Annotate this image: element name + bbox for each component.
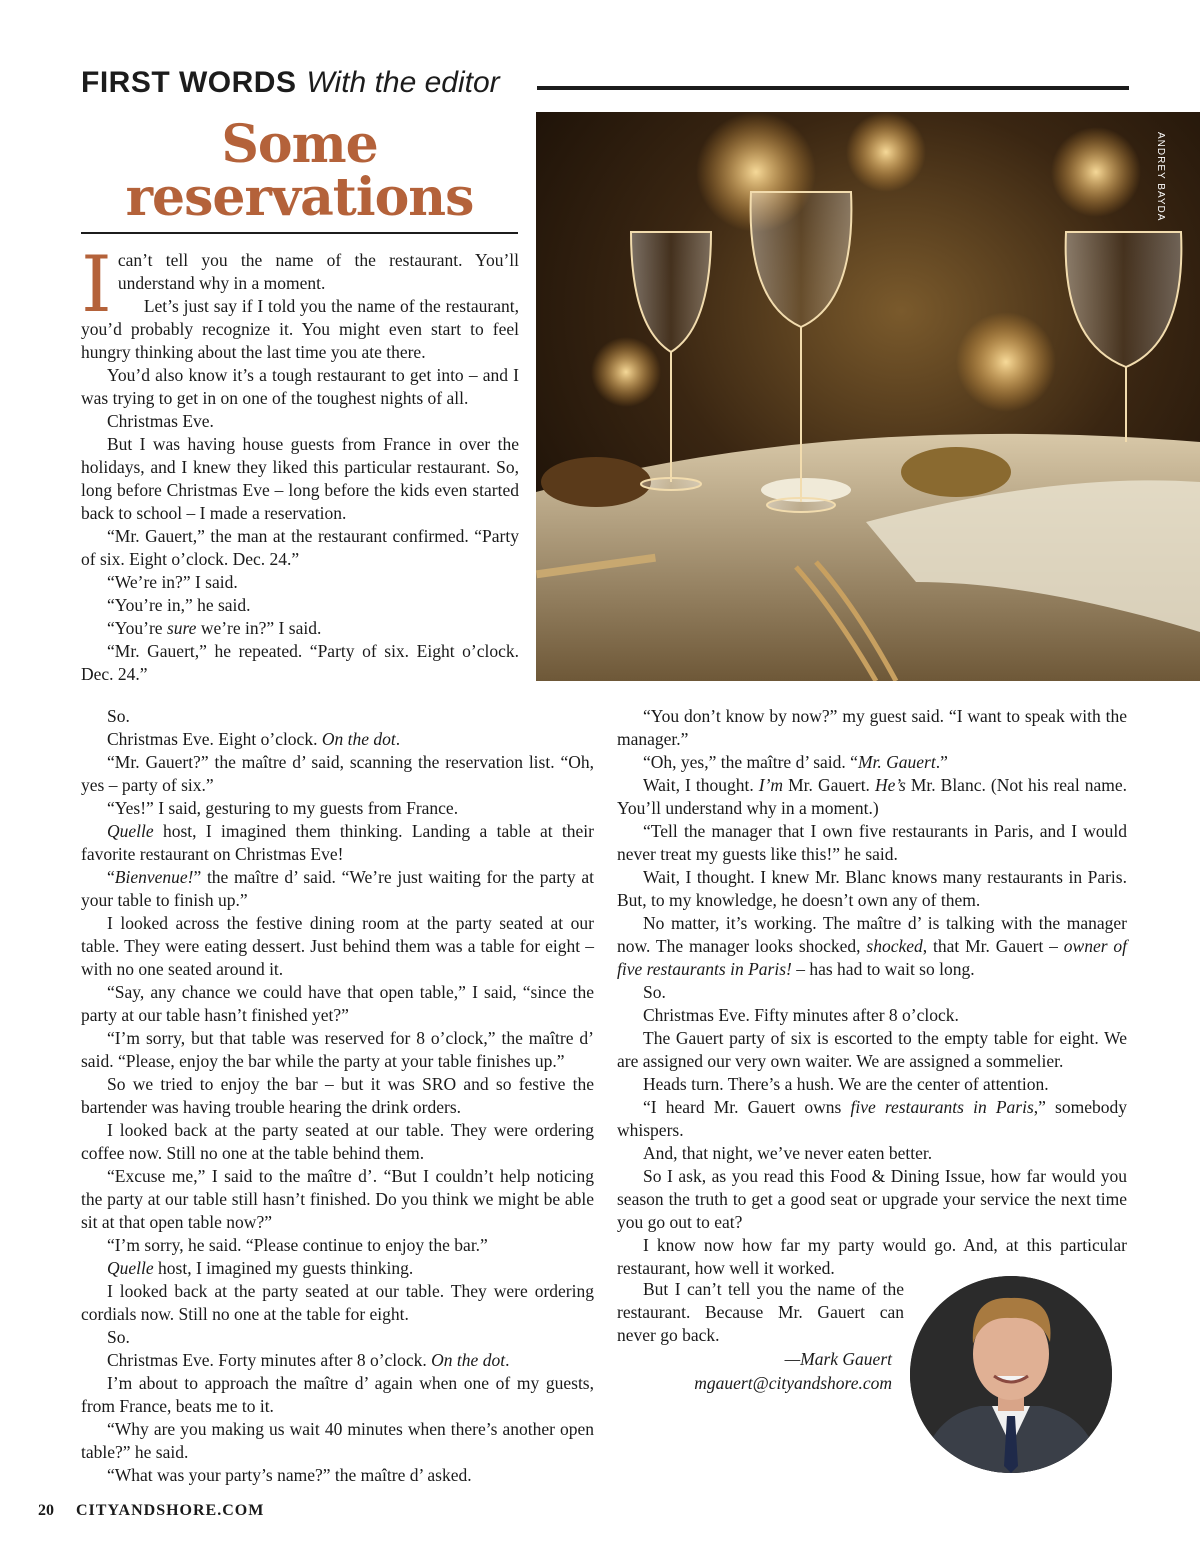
paragraph: So.: [107, 706, 130, 726]
paragraph: Wait, I thought. I knew Mr. Blanc knows many restaurants in Paris. But, to my knowledge, he doesn’t own any of them.: [617, 867, 1127, 910]
paragraph: I looked back at the party seated at our table. They were ordering coffee now. Still no one at the table behind them.: [81, 1120, 594, 1163]
author-email[interactable]: mgauert@cityandshore.com: [694, 1373, 892, 1393]
column-3-closing: [617, 1278, 904, 1347]
author-portrait: [910, 1276, 1112, 1473]
section-label: FIRST WORDS: [81, 66, 297, 99]
paragraph: I know now how far my party would go. And, at this particular restaurant, how well it worked.: [617, 1235, 1127, 1278]
paragraph: I looked back at the party seated at our table. They were ordering cordials now. Still no one at the table for eight.: [81, 1281, 594, 1324]
paragraph: I looked across the festive dining room at the party seated at our table. They were eating dessert. Just behind them was a table for eight – with no one seated around it.: [81, 913, 594, 979]
paragraph: “I heard Mr. Gauert owns five restaurants in Paris,” somebody whispers.: [617, 1097, 1127, 1140]
paragraph: “Mr. Gauert?” the maître d’ said, scanning the reservation list. “Oh, yes – party of six.”: [81, 752, 594, 795]
column-3: [617, 705, 1127, 1280]
dining-table-photo: [536, 112, 1200, 681]
paragraph: But I can’t tell you the name of the restaurant. Because Mr. Gauert can never go back.: [617, 1279, 904, 1345]
page-number: 20: [38, 1502, 54, 1519]
title-rule: [81, 232, 518, 234]
paragraph: “Mr. Gauert,” he repeated. “Party of six. Eight o’clock. Dec. 24.”: [81, 641, 519, 684]
paragraph: Wait, I thought. I’m Mr. Gauert. He’s Mr. Blanc. (Not his real name. You’ll understand why in a moment.): [617, 775, 1127, 818]
article-title: [81, 114, 518, 228]
paragraph: “Excuse me,” I said to the maître d’. “But I couldn’t help noticing the party at our table still hasn’t finished. Do you think we might be able sit at that open table now?”: [81, 1166, 594, 1232]
section-sublabel: With the editor: [306, 66, 500, 99]
paragraph: You’d also know it’s a tough restaurant to get into – and I was trying to get in on one of the toughest nights of all.: [81, 365, 519, 408]
paragraph: “Oh, yes,” the maître d’ said. “Mr. Gauert.”: [643, 752, 948, 772]
paragraph: “I’m sorry, he said. “Please continue to enjoy the bar.”: [107, 1235, 488, 1255]
site-url[interactable]: CITYANDSHORE.COM: [76, 1502, 265, 1519]
paragraph: Quelle host, I imagined my guests thinking.: [107, 1258, 414, 1278]
paragraph: So.: [643, 982, 666, 1002]
drop-cap: I: [81, 240, 112, 330]
title-line-2: reservations: [125, 167, 474, 228]
paragraph: So we tried to enjoy the bar – but it was SRO and so festive the bartender was having trouble hearing the drink orders.: [81, 1074, 594, 1117]
paragraph: I’m about to approach the maître d’ again when one of my guests, from France, beats me to it.: [81, 1373, 594, 1416]
paragraph: Christmas Eve.: [107, 411, 214, 431]
paragraph: “You don’t know by now?” my guest said. “I want to speak with the manager.”: [617, 706, 1127, 749]
paragraph: And, that night, we’ve never eaten better.: [643, 1143, 933, 1163]
header-rule: [537, 86, 1129, 90]
paragraph: Ican’t tell you the name of the restaurant. You’ll understand why in a moment.: [81, 240, 519, 330]
paragraph: “I’m sorry, but that table was reserved for 8 o’clock,” the maître d’ said. “Please, enjoy the bar while the party at your table finishes up.”: [81, 1028, 594, 1071]
paragraph: “You’re in,” he said.: [107, 595, 251, 615]
paragraph: “Mr. Gauert,” the man at the restaurant confirmed. “Party of six. Eight o’clock. Dec. 24.”: [81, 526, 519, 569]
paragraph: “Why are you making us wait 40 minutes when there’s another open table?” he said.: [81, 1419, 594, 1462]
paragraph: “You’re sure we’re in?” I said.: [107, 618, 322, 638]
paragraph: So.: [107, 1327, 130, 1347]
paragraph: Christmas Eve. Fifty minutes after 8 o’clock.: [643, 1005, 959, 1025]
paragraph: The Gauert party of six is escorted to the empty table for eight. We are assigned our very own waiter. We are assigned a sommelier.: [617, 1028, 1127, 1071]
column-2: [81, 705, 594, 1487]
photo-credit: ANDREY BAYDA: [1155, 132, 1166, 222]
paragraph: But I was having house guests from France in over the holidays, and I knew they liked this particular restaurant. So, long before Christmas Eve – long before the kids even started back to school – I made a reservation.: [81, 434, 519, 523]
paragraph: So I ask, as you read this Food & Dining Issue, how far would you season the truth to get a good seat or upgrade your service the next time you go out to eat?: [617, 1166, 1127, 1232]
signature: [650, 1347, 892, 1395]
paragraph: Let’s just say if I told you the name of the restaurant, you’d probably recognize it. You might even start to feel hungry thinking about the last time you ate there.: [81, 296, 519, 362]
paragraph: “What was your party’s name?” the maître d’ asked.: [107, 1465, 472, 1485]
paragraph: “Tell the manager that I own five restaurants in Paris, and I would never treat my guests like this!” he said.: [617, 821, 1127, 864]
title-line-1: Some: [221, 114, 378, 175]
paragraph: No matter, it’s working. The maître d’ is talking with the manager now. The manager looks shocked, shocked, that Mr. Gauert – owner of five restaurants in Paris! – has had to wait so long.: [617, 913, 1127, 979]
page-footer: [38, 1502, 264, 1520]
paragraph: “Say, any chance we could have that open table,” I said, “since the party at our table hasn’t finished yet?”: [81, 982, 594, 1025]
paragraph: “Yes!” I said, gesturing to my guests from France.: [107, 798, 459, 818]
paragraph: “We’re in?” I said.: [107, 572, 238, 592]
paragraph: Heads turn. There’s a hush. We are the center of attention.: [643, 1074, 1049, 1094]
column-1: [81, 240, 519, 686]
paragraph: Christmas Eve. Forty minutes after 8 o’clock. On the dot.: [107, 1350, 510, 1370]
paragraph: Christmas Eve. Eight o’clock. On the dot.: [107, 729, 401, 749]
paragraph: “Bienvenue!” the maître d’ said. “We’re just waiting for the party at your table to finish up.”: [81, 867, 594, 910]
paragraph: Quelle host, I imagined them thinking. Landing a table at their favorite restaurant on Christmas Eve!: [81, 821, 594, 864]
author-name: —Mark Gauert: [784, 1349, 892, 1369]
